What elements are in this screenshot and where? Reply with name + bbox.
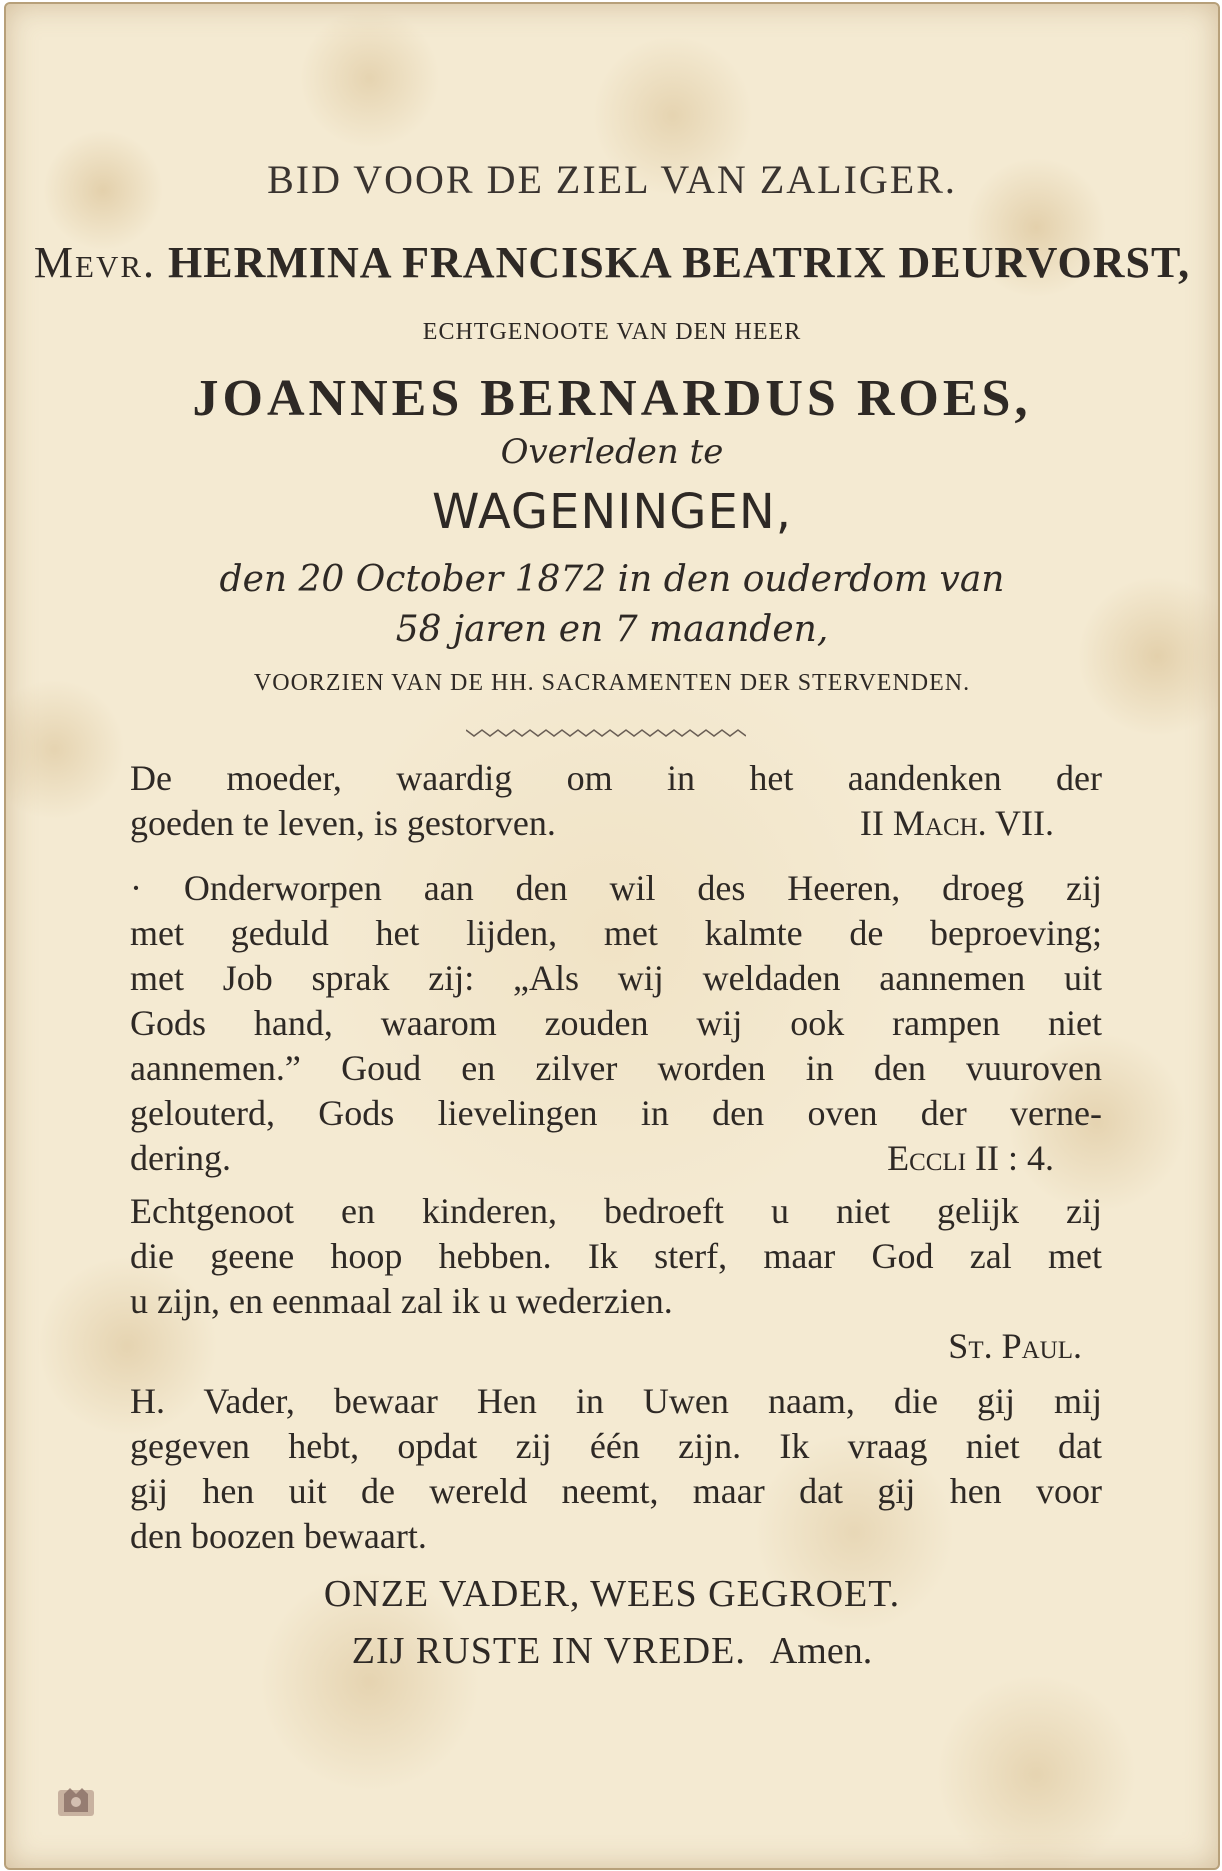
- crest-stamp-icon: [56, 1784, 96, 1818]
- sacraments-line: VOORZIEN VAN DE HH. SACRAMENTEN DER STERVENDEN.: [253, 670, 971, 696]
- passage-line: aannemen.” Goud en zilver worden in den vuuroven: [130, 1048, 1102, 1088]
- passage-line: gelouterd, Gods lievelingen in den oven der verne-: [130, 1093, 1102, 1133]
- scripture-reference: II Mach. VII.: [859, 803, 1054, 843]
- place-of-death: WAGENINGEN,: [431, 484, 792, 540]
- passage-line: goeden te leven, is gestorven.: [130, 803, 556, 843]
- passage-line: · Onderworpen aan den wil des Heeren, droeg zij: [130, 868, 1102, 908]
- passage-line: gij hen uit de wereld neemt, maar dat gij hen voor: [130, 1471, 1102, 1511]
- rest-in-peace: ZIJ RUSTE IN VREDE.: [351, 1630, 746, 1672]
- spouse-name: JOANNES BERNARDUS ROES,: [192, 370, 1032, 427]
- scripture-reference: Eccli II : 4.: [887, 1138, 1054, 1178]
- passage-line: met Job sprak zij: „Als wij weldaden aannemen uit: [130, 958, 1102, 998]
- memorial-card: [4, 2, 1220, 1870]
- rest-in-peace-line: [6, 1629, 1218, 1673]
- age-at-death: 58 jaren en 7 maanden,: [395, 609, 829, 650]
- passage-line: gegeven hebt, opdat zij één zijn. Ik vraag niet dat: [130, 1426, 1102, 1466]
- passage-st-paul: [130, 1189, 1102, 1369]
- passage-line: Echtgenoot en kinderen, bedroeft u niet gelijk zij: [130, 1191, 1102, 1231]
- passage-line: die geene hoop hebben. Ik sterf, maar God zal met: [130, 1236, 1102, 1276]
- amen: Amen.: [769, 1630, 873, 1672]
- passage-line: De moeder, waardig om in het aandenken der: [130, 758, 1102, 798]
- passage-line: H. Vader, bewaar Hen in Uwen naam, die gij mij: [130, 1381, 1102, 1421]
- passage-maccabees: [130, 756, 1102, 846]
- scripture-reference: St. Paul.: [948, 1326, 1082, 1366]
- prayer-heading: BID VOOR DE ZIEL VAN ZALIGER.: [267, 157, 957, 202]
- closing-prayer: ONZE VADER, WEES GEGROET.: [323, 1573, 901, 1615]
- date-of-death: den 20 October 1872 in den ouderdom van: [219, 559, 1005, 600]
- passage-line: met geduld het lijden, met kalmte de beproeving;: [130, 913, 1102, 953]
- wavy-divider-icon: [466, 726, 746, 740]
- passage-prayer: [130, 1379, 1102, 1559]
- deceased-name: HERMINA FRANCISKA BEATRIX DEURVORST,: [168, 238, 1191, 287]
- passage-line: Gods hand, waarom zouden wij ook rampen niet: [130, 1003, 1102, 1043]
- passage-line: u zijn, en eenmaal zal ik u wederzien.: [130, 1281, 673, 1321]
- passage-line: den boozen bewaart.: [130, 1516, 427, 1556]
- passage-last-line: [130, 1136, 1102, 1181]
- spouse-intro: ECHTGENOOTE VAN DEN HEER: [422, 319, 802, 345]
- passage-line: dering.: [130, 1138, 231, 1178]
- passage-last-line: [130, 801, 1102, 846]
- deceased-title: Mevr.: [33, 238, 157, 287]
- died-at-label: Overleden te: [500, 432, 724, 472]
- deceased-name-line: [6, 237, 1218, 288]
- passage-ecclesiasticus: [130, 866, 1102, 1181]
